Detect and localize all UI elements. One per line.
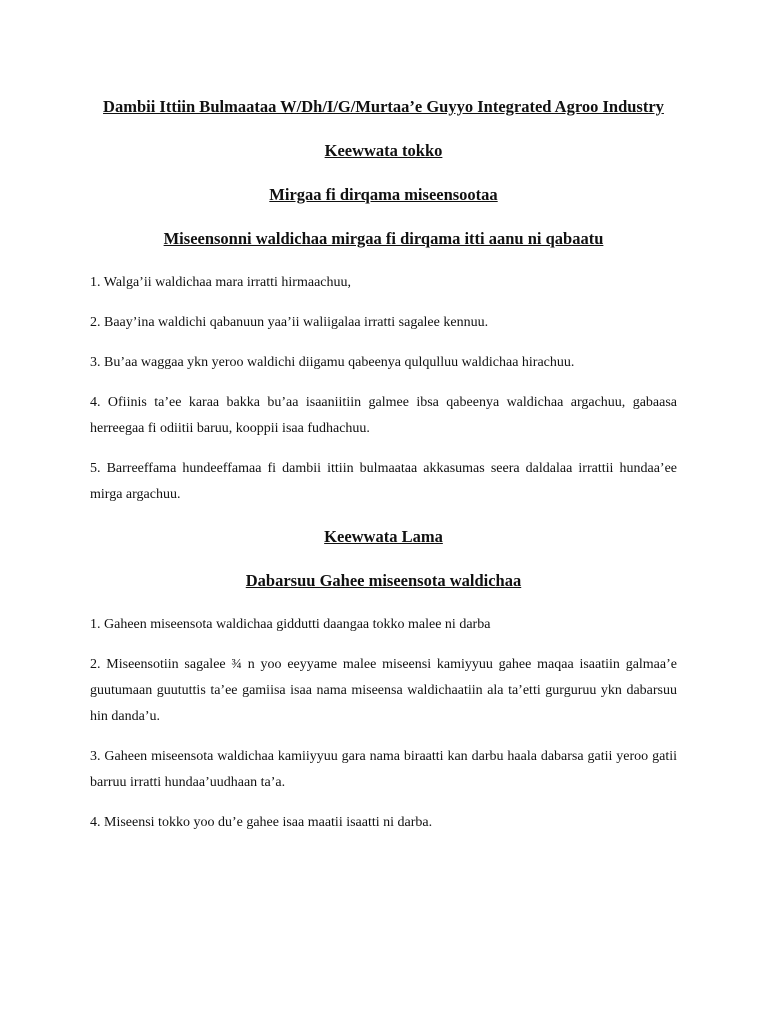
section-2-item-2: 2. Miseensotiin sagalee ¾ n yoo eeyyame malee miseensi kamiyyuu gahee maqaa isaatiin galmaa’e guutumaan guututtis ta’ee gamiisa isaa nama miseensa waldichaatiin ala ta’etti gurguruu ykn dabarsuu hin danda’u. — [90, 657, 677, 724]
section-1-subheading: Mirgaa fi dirqama miseensootaa — [269, 185, 498, 204]
section-1-subheading-2: Miseensonni waldichaa mirgaa fi dirqama itti aanu ni qabaatu — [163, 229, 604, 248]
section-1-item-4: 4. Ofiinis ta’ee karaa bakka bu’aa isaaniitiin galmee ibsa qabeenya waldichaa argachuu, gabaasa herreegaa fi odiitii baruu, kooppii isaa fudhachuu. — [90, 395, 677, 436]
section-1-item-5: 5. Barreeffama hundeeffamaa fi dambii ittiin bulmaataa akkasumas seera daldalaa irrattii hundaa’ee mirga argachuu. — [90, 461, 677, 502]
section-1-heading: Keewwata tokko — [324, 141, 443, 160]
document-page — [90, 92, 677, 850]
section-1-item-1: 1. Walga’ii waldichaa mara irratti hirmaachuu, — [90, 275, 352, 290]
section-2-subheading: Dabarsuu Gahee miseensota waldichaa — [245, 571, 522, 590]
section-2-item-4: 4. Miseensi tokko yoo du’e gahee isaa maatii isaatti ni darba. — [90, 815, 433, 830]
section-1-item-2: 2. Baay’ina waldichi qabanuun yaa’ii waliigalaa irratti sagalee kennuu. — [90, 315, 489, 330]
document-title: Dambii Ittiin Bulmaataa W/Dh/I/G/Murtaa’e Guyyo Integrated Agroo Industry — [103, 97, 664, 116]
section-2-item-3: 3. Gaheen miseensota waldichaa kamiiyyuu gara nama biraatti kan darbu haala dabarsa gatii yeroo gatii barruu irratti hundaa’uudhaan ta’a. — [90, 749, 677, 790]
section-1-item-3: 3. Bu’aa waggaa ykn yeroo waldichi diigamu qabeenya qulqulluu waldichaa hirachuu. — [90, 355, 575, 370]
section-2-heading: Keewwata Lama — [324, 527, 443, 546]
section-2-item-1: 1. Gaheen miseensota waldichaa giddutti daangaa tokko malee ni darba — [90, 617, 491, 632]
